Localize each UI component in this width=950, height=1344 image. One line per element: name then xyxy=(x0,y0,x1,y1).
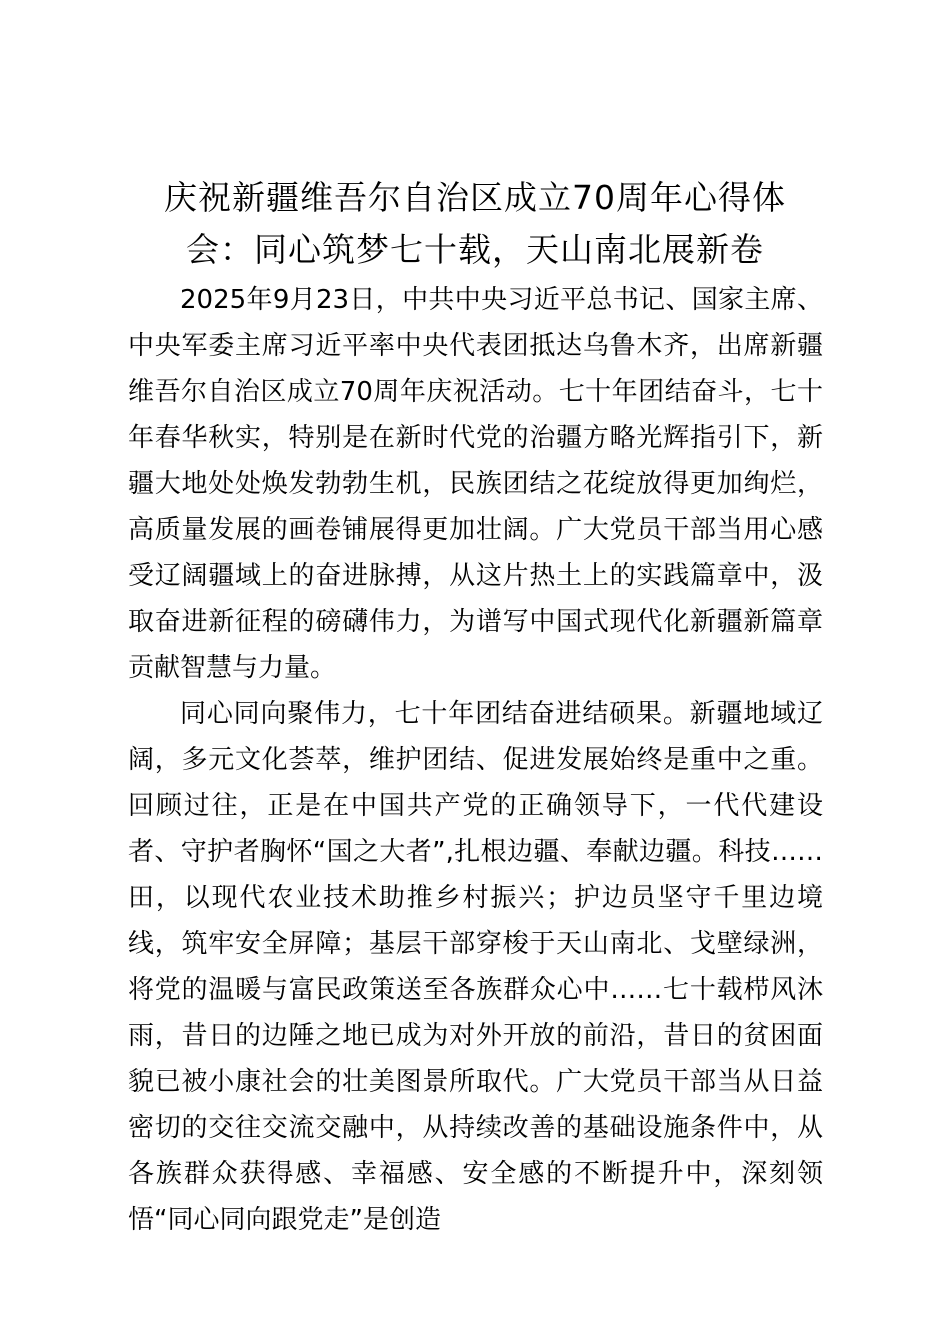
paragraph-1: 2025年9月23日，中共中央习近平总书记、国家主席、中央军委主席习近平率中央代表团抵达乌鲁木齐，出席新疆维吾尔自治区成立70周年庆祝活动。七十年团结奋斗，七十年春华秋实，特别是在新时代党的治疆方略光辉指引下，新疆大地处处焕发勃勃生机，民族团结之花绽放得更加绚烂，高质量发展的画卷铺展得更加壮阔。广大党员干部当用心感受辽阔疆域上的奋进脉搏，从这片热土上的实践篇章中，汲取奋进新征程的磅礴伟力，为谱写中国式现代化新疆新篇章贡献智慧与力量。 xyxy=(128,285,823,683)
paragraph-2: 同心同向聚伟力，七十年团结奋进结硕果。新疆地域辽阔，多元文化荟萃，维护团结、促进发展始终是重中之重。回顾过往，正是在中国共产党的正确领导下，一代代建设者、守护者胸怀“国之大者”,扎根边疆、奉献边疆。科技……田，以现代农业技术助推乡村振兴；护边员坚守千里边境线，筑牢安全屏障；基层干部穿梭于天山南北、戈壁绿洲，将党的温暖与富民政策送至各族群众心中……七十载栉风沐雨，昔日的边陲之地已成为对外开放的前沿，昔日的贫困面貌已被小康社会的壮美图景所取代。广大党员干部当从日益密切的交往交流交融中，从持续改善的基础设施条件中，从各族群众获得感、幸福感、安全感的不断提升中，深刻领悟“同心同向跟党走”是创造 xyxy=(128,699,823,1235)
title-line-2: 会：同心筑梦七十载，天山南北展新卷 xyxy=(186,230,764,269)
title-line-1: 庆祝新疆维吾尔自治区成立70周年心得体 xyxy=(164,178,786,217)
document-body xyxy=(128,277,823,1243)
document-title xyxy=(120,172,830,276)
